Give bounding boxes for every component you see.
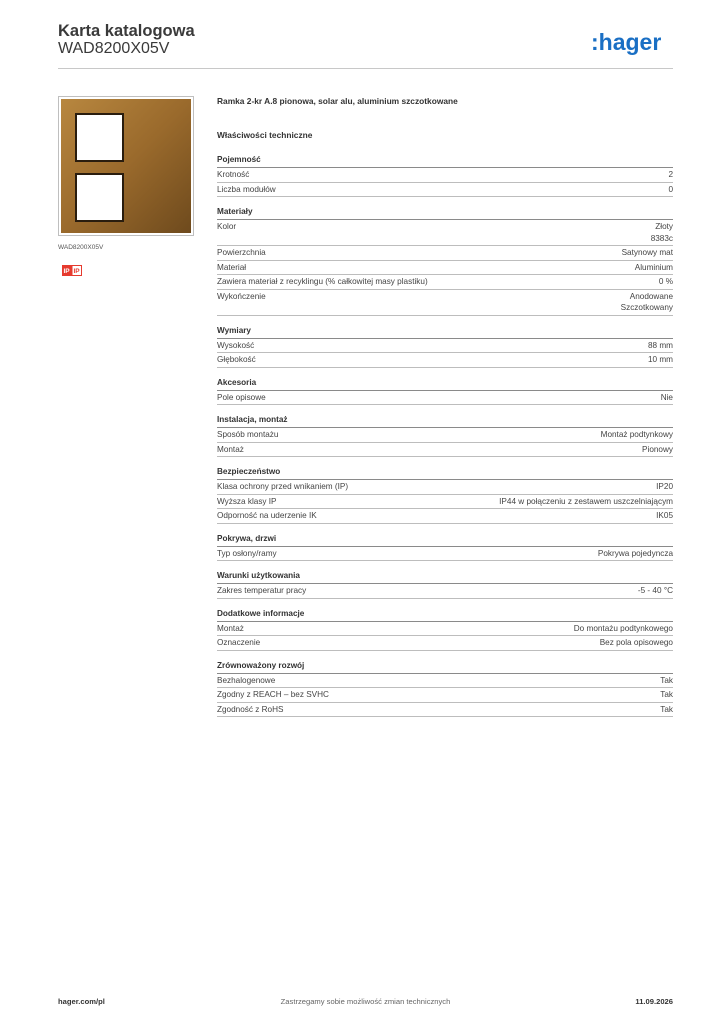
property-label: Pole opisowe — [217, 392, 266, 402]
group-title: Pokrywa, drzwi — [217, 533, 673, 547]
property-value — [244, 623, 673, 635]
section-title: Właściwości techniczne — [217, 130, 313, 140]
property-label: Wyższa klasy IP — [217, 496, 277, 506]
property-row — [217, 509, 673, 524]
property-value-line: Tak — [660, 704, 673, 714]
property-value-line: Satynowy mat — [621, 248, 673, 257]
property-row — [217, 688, 673, 703]
property-row — [217, 290, 673, 316]
property-value-line: Tak — [660, 675, 673, 685]
svg-text:IP: IP — [63, 268, 70, 275]
property-row — [217, 622, 673, 637]
ip-rating-icon — [62, 265, 82, 276]
property-value-line: Do montażu podtynkowego — [573, 623, 673, 633]
property-label: Zakres temperatur pracy — [217, 586, 307, 595]
property-label: Kolor — [217, 222, 237, 231]
property-row — [217, 584, 673, 599]
footer-link[interactable]: hager.com/pl — [58, 997, 105, 1006]
property-label: Krotność — [217, 170, 250, 179]
property-row — [217, 703, 673, 718]
property-value-line: Złoty — [655, 222, 673, 231]
property-row — [217, 391, 673, 406]
property-value — [236, 221, 673, 244]
property-row — [217, 220, 673, 246]
frame-opening-bottom — [76, 174, 123, 221]
product-code: WAD8200X05V — [58, 40, 170, 57]
image-caption: WAD8200X05V — [58, 244, 104, 251]
property-value — [283, 704, 673, 716]
property-value — [276, 184, 673, 196]
property-label: Materiał — [217, 262, 247, 272]
property-value-line: Bez pola opisowego — [599, 638, 673, 647]
property-value — [266, 392, 673, 404]
property-value-line: Anodowane — [629, 291, 673, 301]
property-label: Montaż — [217, 444, 244, 454]
property-label: Oznaczenie — [217, 638, 261, 647]
property-row — [217, 339, 673, 354]
property-value-line: -5 - 40 °C — [637, 586, 673, 595]
property-value — [428, 276, 673, 288]
property-label: Zawiera materiał z recyklingu (% całkowitej masy plastiku) — [217, 277, 428, 286]
property-value — [317, 510, 673, 522]
property-value-line: 10 mm — [647, 355, 673, 364]
property-label: Wykończenie — [217, 291, 266, 301]
property-row — [217, 275, 673, 290]
hager-logo-text: :hager — [591, 29, 662, 55]
property-value — [329, 689, 673, 701]
property-value — [266, 291, 673, 314]
group-title: Dodatkowe informacje — [217, 608, 673, 622]
property-value-line: IP20 — [656, 482, 673, 491]
property-label: Powierzchnia — [217, 248, 266, 257]
property-value-line: 2 — [668, 170, 673, 179]
group-title: Materiały — [217, 206, 673, 220]
property-label: Sposób montażu — [217, 430, 279, 439]
group-title: Pojemność — [217, 154, 673, 168]
property-row — [217, 246, 673, 261]
frame-opening-top — [76, 114, 123, 161]
property-value-line: 0 — [668, 184, 673, 194]
property-label: Montaż — [217, 623, 244, 633]
property-value — [256, 354, 673, 366]
property-value — [278, 429, 673, 441]
property-value-line: Pionowy — [642, 444, 673, 454]
property-value-line: Tak — [660, 690, 673, 699]
group-title: Akcesoria — [217, 377, 673, 391]
property-row — [217, 428, 673, 443]
property-value-line: Szczotkowany — [620, 303, 673, 312]
property-row — [217, 480, 673, 495]
group-title: Zrównoważony rozwój — [217, 660, 673, 674]
property-value-line: IP44 w połączeniu z zestawem uszczelniającym — [499, 496, 673, 506]
header-divider — [58, 68, 673, 69]
footer-note: Zastrzegamy sobie możliwość zmian technicznych — [280, 997, 451, 1006]
page-footer — [58, 997, 673, 1011]
group-title: Instalacja, montaż — [217, 414, 673, 428]
property-row — [217, 353, 673, 368]
property-row — [217, 168, 673, 183]
property-label: Wysokość — [217, 340, 255, 350]
property-label: Zgodny z REACH – bez SVHC — [217, 690, 329, 699]
group-title: Warunki użytkowania — [217, 570, 673, 584]
property-value — [266, 247, 673, 259]
property-row — [217, 495, 673, 510]
property-label: Zgodność z RoHS — [217, 704, 284, 714]
technical-data — [217, 95, 673, 717]
property-value-line: IK05 — [656, 511, 673, 520]
property-value-line: 0 % — [658, 277, 673, 286]
group-title: Bezpieczeństwo — [217, 466, 673, 480]
property-value — [275, 675, 673, 687]
property-row — [217, 183, 673, 198]
property-row — [217, 547, 673, 562]
property-row — [217, 674, 673, 689]
property-label: Klasa ochrony przed wnikaniem (IP) — [217, 482, 349, 491]
property-value — [348, 481, 673, 493]
property-label: Głębokość — [217, 355, 256, 364]
document-title: Karta katalogowa — [58, 22, 195, 40]
product-image — [58, 96, 194, 236]
footer-date: 11.09.2026 — [635, 997, 673, 1006]
property-row — [217, 261, 673, 276]
property-value — [260, 637, 673, 649]
property-value — [249, 169, 673, 181]
group-title: Wymiary — [217, 325, 673, 339]
svg-text:IP: IP — [73, 268, 80, 275]
property-value — [277, 548, 673, 560]
property-value-line: 88 mm — [647, 340, 673, 350]
property-value-line: Pokrywa pojedyncza — [597, 548, 673, 558]
property-value — [306, 585, 673, 597]
document-header — [58, 20, 673, 68]
property-value — [246, 262, 673, 274]
property-groups — [217, 154, 673, 717]
property-value-line: Montaż podtynkowy — [600, 430, 673, 439]
product-description: Ramka 2-kr A.8 pionowa, solar alu, aluminium szczotkowane — [217, 96, 458, 106]
hager-logo — [591, 28, 673, 58]
property-value — [277, 496, 673, 508]
property-row — [217, 636, 673, 651]
property-label: Odporność na uderzenie IK — [217, 511, 317, 520]
property-label: Bezhalogenowe — [217, 675, 276, 685]
property-value — [254, 340, 673, 352]
property-value — [244, 444, 673, 456]
property-label: Typ osłony/ramy — [217, 548, 277, 558]
property-label: Liczba modułów — [217, 184, 276, 194]
property-value-line: Aluminium — [634, 262, 673, 272]
property-row — [217, 443, 673, 458]
property-value-line: 8383c — [650, 233, 673, 243]
product-frame-image — [59, 97, 193, 235]
property-value-line: Nie — [660, 392, 673, 402]
